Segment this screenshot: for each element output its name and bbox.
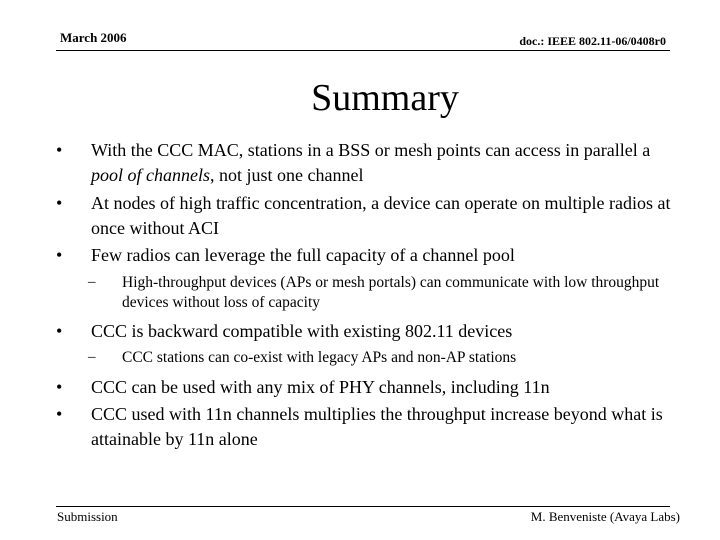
footer-rule bbox=[56, 506, 670, 507]
bullet-text: Few radios can leverage the full capacity of a channel pool bbox=[91, 245, 515, 265]
header-date: March 2006 bbox=[60, 30, 127, 45]
bullet-text: CCC used with 11n channels multiplies the throughput increase beyond what is attainable by 11n alone bbox=[91, 404, 663, 449]
sub-bullet-marker: – bbox=[88, 349, 96, 365]
bullet-text-part: With the CCC MAC, stations in a BSS or mesh points can access in parallel a bbox=[91, 140, 651, 160]
bullet-text: CCC is backward compatible with existing 802.11 devices bbox=[91, 321, 513, 341]
footer-submission: Submission bbox=[57, 509, 118, 524]
bullet-marker: • bbox=[56, 377, 63, 397]
bullet-marker: • bbox=[56, 193, 63, 213]
sub-bullet-text: CCC stations can co-exist with legacy APs and non-AP stations bbox=[122, 349, 517, 366]
slide-title: Summary bbox=[311, 77, 459, 119]
bullet-marker: • bbox=[56, 404, 63, 424]
footer-author: M. Benveniste (Avaya Labs) bbox=[530, 509, 680, 524]
bullet-text: CCC can be used with any mix of PHY channels, including 11n bbox=[91, 377, 550, 397]
header-doc-id: doc.: IEEE 802.11-06/0408r0 bbox=[519, 34, 666, 48]
bullet-marker: • bbox=[56, 140, 63, 160]
bullet-text: At nodes of high traffic concentration, a device can operate on multiple radios at once without ACI bbox=[91, 193, 671, 238]
bullet-marker: • bbox=[56, 321, 63, 341]
bullet-text-part: , not just one channel bbox=[210, 164, 364, 185]
bullet-text-emphasis: pool of channels bbox=[91, 164, 210, 185]
bullet-text bbox=[91, 138, 676, 187]
sub-bullet-marker: – bbox=[88, 274, 96, 290]
bullet-marker: • bbox=[56, 245, 63, 265]
sub-bullet-text: High-throughput devices (APs or mesh portals) can communicate with low throughput devices without loss of capacity bbox=[122, 274, 660, 311]
